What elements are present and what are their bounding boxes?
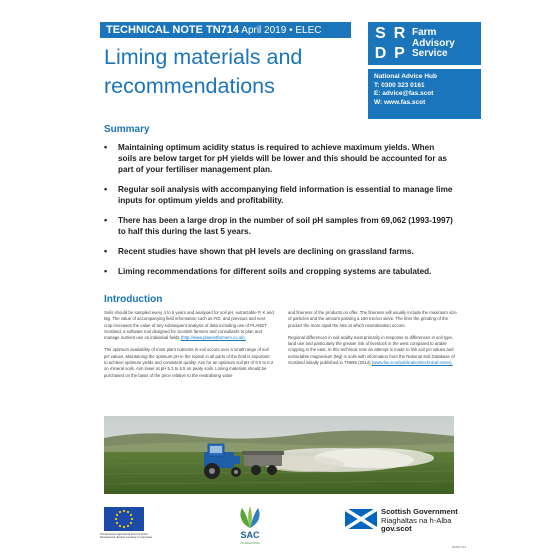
page-title: Liming materials and recommendations — [104, 45, 303, 98]
sac-leaf-icon — [232, 504, 268, 530]
saltire-cross-icon — [345, 509, 377, 529]
planet-link[interactable]: (http://www.planet4farmers.co.uk). — [180, 335, 246, 341]
gov-website: gov.scot — [381, 524, 412, 534]
fas-logo — [368, 22, 481, 65]
logo-letter-s: S — [375, 25, 386, 42]
gov-name-english: Scottish Government — [381, 507, 458, 516]
summary-heading: Summary — [104, 124, 150, 135]
technical-note-code: TECHNICAL NOTE TN714 — [106, 24, 240, 36]
logo-wordmark — [412, 28, 455, 60]
intro-paragraph: Soils should be sampled every 4 to 5 years and analysed for soil pH, extractable P, K and Mg. The value of accompanying field information such as FID, and previous and next crop increases the value of any subsequent analysis of data including use of PLANET Scotland, a software tool designed for Scottish farmers and consultants to plan and manage nutrient use on individual fields (http://www.planet4farmers.co.uk). — [104, 310, 274, 341]
contact-email[interactable]: E: advice@fas.scot — [374, 90, 434, 97]
logo-letter-p: P — [394, 45, 405, 62]
srdp-logo-mark — [372, 25, 408, 63]
intro-paragraph: and fineness of the products on offer. The fineness will usually include the maximum size of particles and the amount passing a 150 micron sieve. The finer the grinding of the product the more rapid the rate at which neutralisation occurs. — [288, 310, 457, 328]
intro-right-column — [288, 310, 458, 372]
scottish-government-logo — [381, 508, 458, 534]
intro-left-column — [104, 310, 274, 385]
contact-box — [368, 69, 481, 119]
technical-note-date: April 2019 • ELEC — [239, 25, 322, 36]
summary-bullet: • Maintaining optimum acidity status is required to achieve maximum yields. When soils are below target for pH yields will be lower and this should be accounted for as part of your fertiliser management plan. — [104, 142, 454, 175]
gov-name-gaelic: Riaghaltas na h-Alba — [381, 515, 452, 525]
logo-letter-r: R — [393, 25, 406, 42]
sac-name: SAC — [240, 530, 260, 540]
contact-phone[interactable]: T: 0300 323 0161 — [374, 81, 425, 89]
saltire-flag-icon — [345, 509, 377, 529]
eu-stars-icon — [104, 507, 144, 531]
tractor-spreading-lime-photo — [104, 416, 454, 494]
contact-web[interactable]: W: www.fas.scot — [374, 98, 426, 106]
logo-line-advisory: Advisory — [412, 37, 455, 49]
summary-bullet: • Regular soil analysis with accompanying field information is essential to manage lime inputs for optimum yields and profitability. — [104, 184, 454, 206]
summary-bullet: • Recent studies have shown that pH levels are declining on grassland farms. — [104, 246, 454, 257]
summary-bullet: • Liming recommendations for different soils and cropping systems are tabulated. — [104, 266, 454, 277]
logo-line-farm: Farm — [412, 27, 437, 38]
tractor-field-illustration — [104, 416, 454, 494]
technical-note-bar — [100, 22, 351, 38]
document-reference: FAS/tn714 — [452, 545, 467, 549]
logo-line-service: Service — [412, 48, 448, 59]
eu-caption: The European Agricultural Fund for Rural Development: Europe investing in rural areas — [100, 533, 152, 540]
contact-heading: National Advice Hub — [374, 73, 437, 80]
intro-paragraph: Regional differences in soil acidity exist primarily in response to differences in soil type, land use and particularly the greater risk of livestock in the west compared to arable cropping in the east. In this technical note an attempt is made to link soil pH values and extractable magnesium (Mg) in soils with information from the National Soil Database of Scotland initially published in TN656 (2014) (www.fas.scot/publication/technical-notes). — [288, 334, 455, 366]
summary-list — [104, 142, 454, 286]
intro-paragraph: The optimum availability of most plant nutrients in soil occurs over a small range of soil pH values. Maintaining the optimum pH in the topsoil in all parts of the field is important to achieve optimum yields and consistent quality. Aim for an optimum soil pH of 6.0 to 6.2 on mineral soils. Aim lower at pH 5.3 to 5.5 on peaty soils. Liming materials should be purchased on the basis of the price relative to the neutralising value — [104, 347, 274, 378]
introduction-heading: Introduction — [104, 294, 163, 305]
logo-letter-d: D — [374, 45, 387, 62]
sac-subtitle: CONSULTING — [240, 541, 260, 545]
technical-notes-link[interactable]: (www.fas.scot/publication/technical-notes). — [371, 360, 453, 366]
summary-bullet: • There has been a large drop in the number of soil pH samples from 69,062 (1993-1997) to half this during the last 5 years. — [104, 215, 454, 237]
eu-flag-logo — [104, 507, 144, 531]
